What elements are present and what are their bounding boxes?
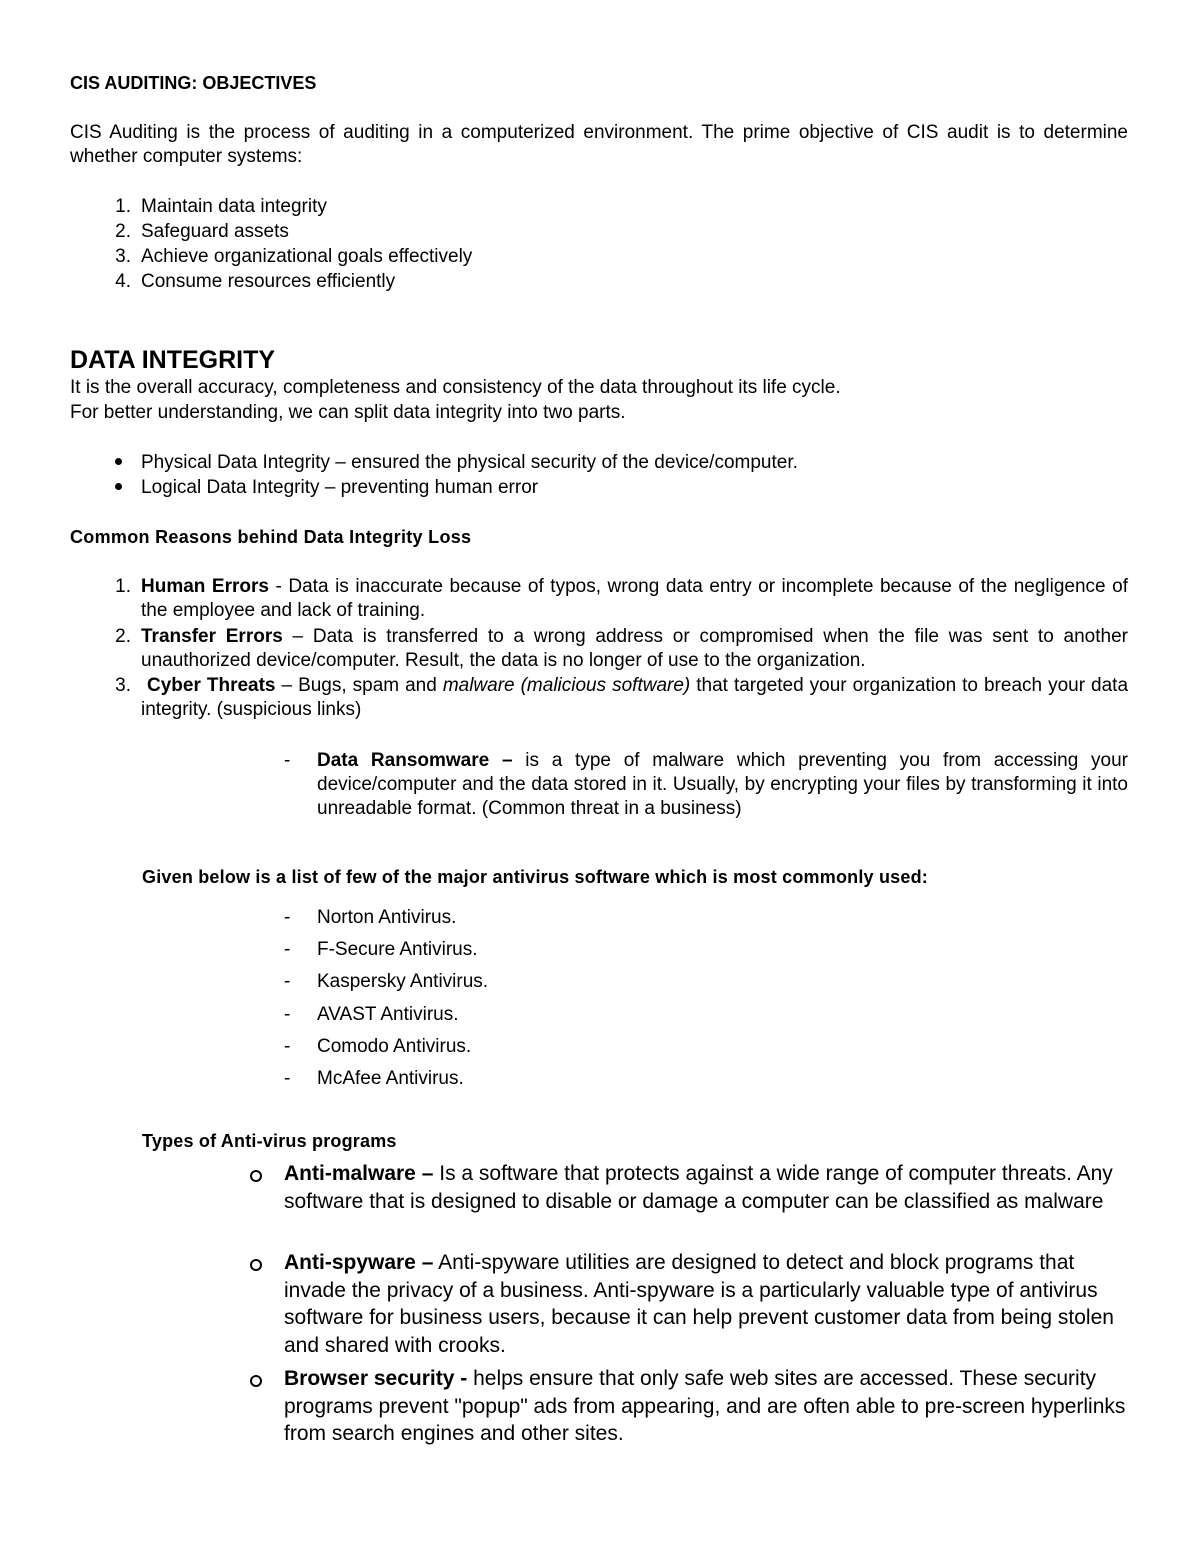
dash-marker: - bbox=[284, 1036, 291, 1057]
list-item: AVAST Antivirus. bbox=[317, 1004, 459, 1025]
term: Transfer Errors bbox=[141, 626, 283, 647]
list-number: 3. bbox=[115, 675, 131, 696]
list-item-anti-malware: Anti-malware – Is a software that protects against a wide range of computer threats. Any software that is designed to disable or damage a computer can be classified as malware bbox=[284, 1162, 1113, 1213]
bullet-icon bbox=[115, 483, 122, 490]
list-item-cyber-threats: Cyber Threats – Bugs, spam and malware (malicious software) that targeted your organization to breach your data integrity. (suspicious links) bbox=[141, 675, 1129, 720]
list-item: Logical Data Integrity – preventing human error bbox=[141, 477, 539, 498]
list-item: 4. Consume resources efficiently bbox=[115, 271, 396, 292]
list-item: 3. Achieve organizational goals effectively bbox=[115, 246, 473, 267]
dash-marker: - bbox=[284, 1004, 291, 1025]
circle-bullet-icon bbox=[250, 1170, 262, 1182]
dash-marker: - bbox=[284, 750, 291, 771]
term: Data Ransomware – bbox=[317, 750, 513, 771]
list-item-transfer-errors: Transfer Errors – Data is transferred to a wrong address or compromised when the file was sent to another unauthorized device/computer. Result, the data is no longer of use to the organization. bbox=[141, 626, 1128, 671]
bullet-icon bbox=[115, 458, 122, 465]
ransomware-paragraph: Data Ransomware – is a type of malware which preventing you from accessing your device/computer and the data stored in it. Usually, by encrypting your files by transforming it into unreadable format. (Common threat in a business) bbox=[317, 750, 1128, 819]
term: Anti-spyware – bbox=[284, 1251, 434, 1274]
list-item: Kaspersky Antivirus. bbox=[317, 971, 489, 992]
term: Cyber Threats bbox=[147, 675, 276, 696]
objectives-list bbox=[95, 195, 472, 294]
dash-marker: - bbox=[284, 939, 291, 960]
antivirus-list-title: Given below is a list of few of the major antivirus software which is most commonly used: bbox=[142, 867, 928, 887]
list-item-browser-security: Browser security - helps ensure that only safe web sites are accessed. These security programs prevent "popup" ads from appearing, and are often able to pre-screen hyperlinks from search engines and other sites. bbox=[284, 1367, 1126, 1445]
circle-bullet-icon bbox=[250, 1259, 262, 1271]
dash-marker: - bbox=[284, 971, 291, 992]
intro-paragraph: CIS Auditing is the process of auditing in a computerized environment. The prime objective of CIS audit is to determine whether computer systems: bbox=[70, 122, 1128, 167]
circle-bullet-icon bbox=[250, 1375, 262, 1387]
term: Anti-malware – bbox=[284, 1162, 434, 1185]
dash-marker: - bbox=[284, 907, 291, 928]
dash-marker: - bbox=[284, 1068, 291, 1089]
list-item-human-errors: Human Errors - Data is inaccurate because of typos, wrong data entry or incomplete because of the negligence of the employee and lack of training. bbox=[141, 576, 1129, 621]
term: Browser security - bbox=[284, 1367, 468, 1390]
data-integrity-split: For better understanding, we can split data integrity into two parts. bbox=[70, 402, 626, 423]
list-item: 1. Maintain data integrity bbox=[115, 196, 327, 217]
list-item: Comodo Antivirus. bbox=[317, 1036, 472, 1057]
section-title-data-integrity: DATA INTEGRITY bbox=[70, 346, 276, 374]
list-item: 2. Safeguard assets bbox=[115, 221, 289, 242]
list-number: 2. bbox=[115, 626, 131, 647]
list-item: Norton Antivirus. bbox=[317, 907, 457, 928]
page-title: CIS AUDITING: OBJECTIVES bbox=[70, 73, 317, 93]
list-item-anti-spyware: Anti-spyware – Anti-spyware utilities are designed to detect and block programs that invade the privacy of a business. Anti-spyware is a particularly valuable type of antivirus software for business users, because it can help prevent customer data from being stolen and shared with crooks. bbox=[284, 1251, 1114, 1357]
data-integrity-definition: It is the overall accuracy, completeness and consistency of the data throughout its life cycle. bbox=[70, 377, 841, 398]
section-title-reasons: Common Reasons behind Data Integrity Loss bbox=[70, 527, 472, 547]
list-item: Physical Data Integrity – ensured the physical security of the device/computer. bbox=[141, 452, 798, 473]
types-title: Types of Anti-virus programs bbox=[142, 1131, 397, 1151]
term: Human Errors bbox=[141, 576, 269, 597]
list-item: F-Secure Antivirus. bbox=[317, 939, 478, 960]
list-number: 1. bbox=[115, 576, 131, 597]
list-item: McAfee Antivirus. bbox=[317, 1068, 464, 1089]
